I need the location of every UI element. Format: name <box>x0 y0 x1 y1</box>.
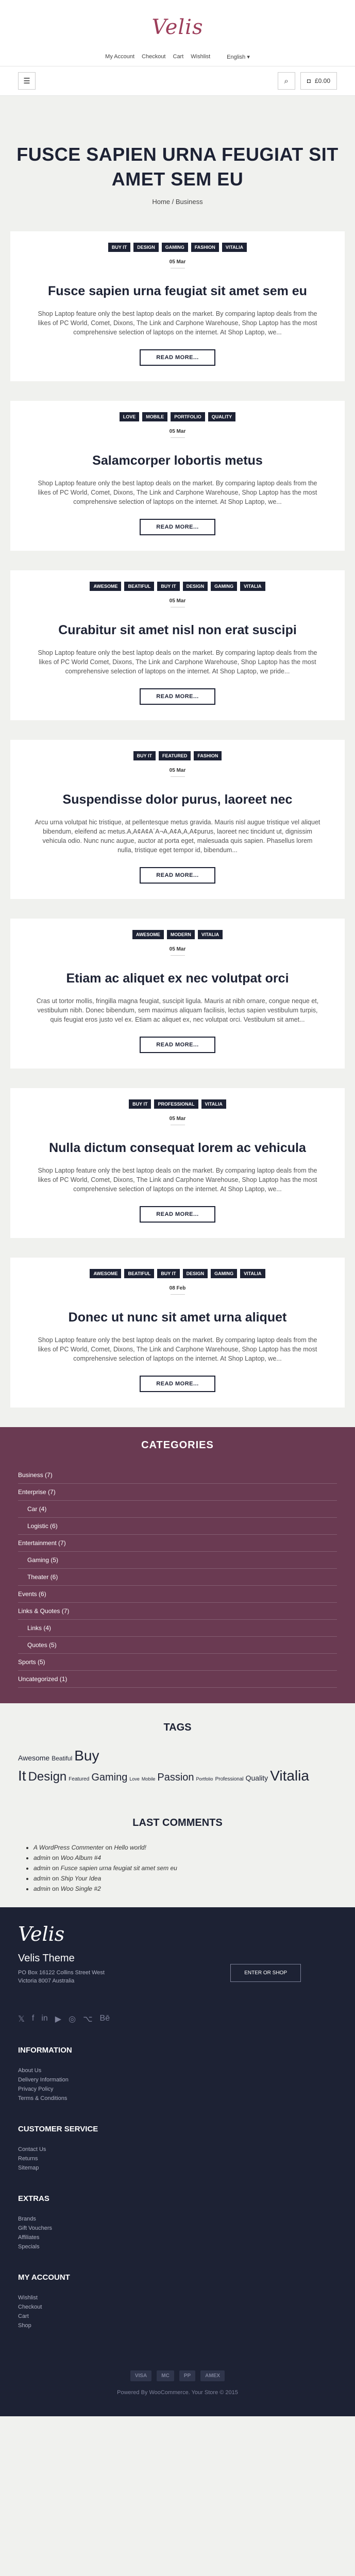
post-tag[interactable]: AWESOME <box>90 1269 121 1278</box>
footer-theme-row <box>18 1953 337 1985</box>
site-footer <box>0 1907 355 2416</box>
comment-on: on <box>52 1885 59 1892</box>
post-tag[interactable]: PORTFOLIO <box>171 412 205 421</box>
footer-section-title: CUSTOMER SERVICE <box>18 2125 98 2133</box>
footer-link[interactable]: Gift Vouchers <box>18 2225 53 2231</box>
post-excerpt: Shop Laptop feature only the best laptop deals on the market. By comparing laptop deals from the likes of PC World, Comet, Dixons, The Link and Carphone Warehouse, Shop Laptop has the most comprehensive selection of laptops on the internet. At Shop Laptop, we... <box>38 1336 317 1362</box>
payment-icon: AMEX <box>200 2370 225 2381</box>
tag-cloud-item[interactable]: Love <box>129 1776 140 1782</box>
post-tag[interactable]: BUY IT <box>157 1269 179 1278</box>
category-item[interactable]: Quotes (5) <box>18 1637 337 1654</box>
blog-post <box>10 740 345 899</box>
footer-theme-info <box>18 1953 105 1985</box>
comment-target[interactable]: Hello world! <box>114 1844 147 1851</box>
footer-link[interactable]: About Us <box>18 2067 42 2074</box>
post-tag[interactable]: DESIGN <box>133 243 159 252</box>
breadcrumb[interactable]: Home / Business <box>152 198 203 206</box>
post-tag[interactable]: DESIGN <box>183 1269 208 1278</box>
comment-author[interactable]: A WordPress Commenter <box>33 1844 104 1851</box>
category-item[interactable]: Theater (6) <box>18 1569 337 1586</box>
read-more-button[interactable]: READ MORE... <box>140 1037 215 1053</box>
comment-item <box>33 1873 337 1884</box>
post-tag[interactable]: QUALITY <box>208 412 236 421</box>
github-icon[interactable]: ⌥ <box>83 2015 93 2024</box>
comment-item <box>33 1853 337 1863</box>
post-tag[interactable]: BUY IT <box>129 1099 151 1109</box>
post-tag[interactable]: BUY IT <box>157 582 179 591</box>
post-tags <box>25 243 330 252</box>
category-item[interactable]: Enterprise (7) <box>18 1484 337 1501</box>
tag-cloud-item[interactable]: Design <box>28 1770 67 1784</box>
read-more-button[interactable]: READ MORE... <box>140 1376 215 1392</box>
nav-wishlist[interactable]: Wishlist <box>191 54 211 60</box>
post-title[interactable]: Nulla dictum consequat lorem ac vehicula <box>49 1141 306 1155</box>
category-item[interactable]: Business (7) <box>18 1467 337 1484</box>
cart-icon: ◘ <box>307 77 311 84</box>
comment-item <box>33 1842 337 1853</box>
post-title[interactable]: Etiam ac aliquet ex nec volutpat orci <box>66 971 289 986</box>
category-item[interactable]: Logistic (6) <box>18 1518 337 1535</box>
footer-link[interactable]: Checkout <box>18 2304 42 2310</box>
footer-link[interactable]: Specials <box>18 2244 40 2250</box>
social-links <box>18 2014 337 2024</box>
nav-checkout[interactable]: Checkout <box>142 54 166 60</box>
post-date: 05 Mar <box>169 768 186 773</box>
post-excerpt: Cras ut tortor mollis, fringilla magna feugiat, suscipit ligula. Mauris at nibh ornare, congue neque et, vestibulum nibh. Donec bibendum, sem maximus aliquam facilisis, lectus sapien vestibulum turpis, quis feugiat eros justo vel ex. Etiam ac aliquet ex, nec volutpat orci. Vestibulum sit amet... <box>36 997 319 1023</box>
post-tag[interactable]: VITALIA <box>201 1099 226 1109</box>
post-date: 05 Mar <box>169 1116 186 1122</box>
category-item[interactable]: Sports (5) <box>18 1654 337 1671</box>
category-item[interactable]: Events (6) <box>18 1586 337 1603</box>
category-item[interactable]: Links & Quotes (7) <box>18 1603 337 1620</box>
post-excerpt: Arcu urna volutpat hic tristique, at pellentesque metus gravida. Mauris nisl augue tristique vel aliquet bibendum, eleifend ac metus.A,A¢A¢A´A¬A,A¢A,A,A¢purus, laoreet nec tincidunt ut, dignissim vehicula odio. Nunc nunc augue, auctor at porta eget, malesuada quis sapien. Phasellus lorem nulla, tristique eget tempor id, bibendum... <box>35 819 320 854</box>
footer-link[interactable]: Privacy Policy <box>18 2086 54 2092</box>
post-tags <box>25 1269 330 1278</box>
blog-post <box>10 401 345 551</box>
post-tag[interactable]: BUY IT <box>108 243 130 252</box>
post-excerpt: Shop Laptop feature only the best laptop deals on the market. By comparing laptop deals from the likes of PC World, Comet, Dixons, The Link and Carphone Warehouse, Shop Laptop has the most comprehensive selection of laptops on the internet. At Shop Laptop, we... <box>38 1167 317 1193</box>
comments-list <box>18 1842 337 1894</box>
post-tag[interactable]: GAMING <box>211 1269 237 1278</box>
post-tag[interactable]: BEATIFUL <box>124 1269 154 1278</box>
site-logo[interactable]: Velis <box>151 15 204 39</box>
site-header <box>0 0 355 66</box>
post-tags <box>25 412 330 421</box>
post-date: 05 Mar <box>169 259 186 265</box>
comment-target[interactable]: Woo Single #2 <box>60 1885 101 1892</box>
comment-author[interactable]: admin <box>33 1875 50 1882</box>
blog-post <box>10 570 345 720</box>
read-more-button[interactable]: READ MORE... <box>140 867 215 884</box>
date-divider <box>171 955 185 956</box>
post-excerpt: Shop Laptop feature only the best laptop deals on the market. By comparing laptop deals from the likes of PC World, Comet, Dixons, The Link and Carphone Warehouse, Shop Laptop has the most comprehensive selection of laptops on the internet. At Shop Laptop, we... <box>38 310 317 336</box>
post-tag[interactable]: FASHION <box>191 243 219 252</box>
comment-on: on <box>105 1844 112 1851</box>
toolbar <box>0 66 355 96</box>
post-excerpt: Shop Laptop feature only the best laptop deals on the market. By comparing laptop deals from the likes of PC World Comet, Dixons, The Link and Carphone Warehouse, Shop Laptop has the most comprehensive selection of laptops on the internet. At Shop Laptop, we pride... <box>38 649 317 675</box>
post-tag[interactable]: DESIGN <box>183 582 208 591</box>
payment-icon: PP <box>179 2370 195 2381</box>
behance-icon[interactable]: Bē <box>99 2014 110 2023</box>
footer-credit: Powered By WooCommerce. Your Store © 2015 <box>117 2389 238 2396</box>
facebook-icon[interactable]: f <box>31 2014 35 2023</box>
search-icon: ⌕ <box>284 76 289 86</box>
category-item[interactable]: Entertainment (7) <box>18 1535 337 1552</box>
post-tag[interactable]: GAMING <box>211 582 237 591</box>
footer-theme-name: Velis Theme <box>18 1953 75 1964</box>
read-more-button[interactable]: READ MORE... <box>140 688 215 705</box>
date-divider <box>171 776 185 777</box>
categories-widget <box>0 1427 355 1703</box>
footer-link[interactable]: Cart <box>18 2313 29 2319</box>
post-tag[interactable]: FEATURED <box>159 751 191 760</box>
footer-section <box>18 2125 337 2173</box>
post-tag[interactable]: GAMING <box>162 243 188 252</box>
footer-links <box>18 2145 337 2173</box>
post-tag[interactable]: VITALIA <box>198 930 223 939</box>
footer-link[interactable]: Returns <box>18 2156 38 2162</box>
post-tag[interactable]: VITALIA <box>240 582 265 591</box>
post-tag[interactable]: PROFESSIONAL <box>154 1099 198 1109</box>
post-tag[interactable]: FASHION <box>194 751 222 760</box>
tag-cloud-item[interactable]: Beatiful <box>52 1755 73 1762</box>
nav-my-account[interactable]: My Account <box>105 54 135 60</box>
tags-widget <box>0 1703 355 1799</box>
hamburger-icon: ☰ <box>23 77 30 86</box>
post-title[interactable]: Fusce sapien urna feugiat sit amet sem eu <box>48 284 307 298</box>
comment-target[interactable]: Ship Your Idea <box>60 1875 102 1882</box>
tag-cloud-item[interactable]: Professional <box>215 1776 244 1782</box>
top-nav <box>0 54 355 60</box>
read-more-button[interactable]: READ MORE... <box>140 349 215 366</box>
footer-link[interactable]: Shop <box>18 2323 31 2329</box>
enter-shop-button[interactable]: ENTER OR SHOP <box>230 1964 301 1982</box>
tags-title: TAGS <box>163 1722 192 1733</box>
cart-total: £0.00 <box>314 77 330 84</box>
categories-list <box>18 1467 337 1688</box>
footer-link[interactable]: Affiliates <box>18 2234 40 2241</box>
footer-links <box>18 2066 337 2103</box>
toolbar-right <box>278 72 337 90</box>
payment-icon: MC <box>157 2370 174 2381</box>
post-tag[interactable]: AWESOME <box>132 930 164 939</box>
footer-logo[interactable]: Velis <box>18 1923 65 1945</box>
blog-post <box>10 231 345 381</box>
youtube-icon[interactable]: ▶ <box>55 2015 62 2024</box>
page-title-area <box>0 96 355 218</box>
post-excerpt: Shop Laptop feature only the best laptop deals on the market. By comparing laptop deals from the likes of PC World, Comet, Dixons, The Link and Carphone Warehouse, Shop Laptop has the most comprehensive selection of laptops on the internet. At Shop Laptop, we... <box>38 480 317 505</box>
footer-section <box>18 2194 337 2251</box>
category-item[interactable]: Gaming (5) <box>18 1552 337 1569</box>
post-tag[interactable]: LOVE <box>120 412 140 421</box>
tag-cloud-item[interactable]: Mobile <box>141 1776 156 1782</box>
category-item[interactable]: Uncategorized (1) <box>18 1671 337 1688</box>
comment-author[interactable]: admin <box>33 1854 50 1861</box>
payment-methods <box>18 2355 337 2381</box>
footer-address: PO Box 16122 Collins Street West Victoria 8007 Australia <box>18 1970 105 1984</box>
category-item[interactable]: Car (4) <box>18 1501 337 1518</box>
footer-link[interactable]: Delivery Information <box>18 2077 69 2083</box>
tag-cloud-item[interactable]: Vitalia <box>270 1768 309 1784</box>
page-title: FUSCE SAPIEN URNA FEUGIAT SIT AMET SEM EU <box>16 144 339 190</box>
footer-link[interactable]: Terms & Conditions <box>18 2095 67 2102</box>
date-divider <box>171 1294 185 1295</box>
footer-link[interactable]: Wishlist <box>18 2295 38 2301</box>
twitter-icon[interactable]: 𝕏 <box>18 2015 25 2024</box>
blog-post <box>10 1258 345 1408</box>
post-tag[interactable]: VITALIA <box>222 243 247 252</box>
post-date: 05 Mar <box>169 429 186 434</box>
footer-section-title: EXTRAS <box>18 2194 49 2203</box>
footer-section-title: INFORMATION <box>18 2046 72 2055</box>
menu-button[interactable] <box>18 72 36 90</box>
categories-title: CATEGORIES <box>141 1439 214 1451</box>
post-tag[interactable]: AWESOME <box>90 582 121 591</box>
post-tag[interactable]: MOBILE <box>142 412 167 421</box>
tag-cloud-item[interactable]: Portfolio <box>196 1776 213 1782</box>
tag-cloud-item[interactable]: Quality <box>245 1774 268 1782</box>
language-selector[interactable]: English ▾ <box>227 54 250 60</box>
footer-link[interactable]: Brands <box>18 2216 36 2222</box>
tag-cloud-item[interactable]: Awesome <box>18 1754 50 1762</box>
tag-cloud-item[interactable]: Gaming <box>91 1772 128 1783</box>
post-title[interactable]: Donec ut nunc sit amet urna aliquet <box>68 1310 287 1325</box>
post-list <box>0 218 355 1408</box>
post-tags <box>25 582 330 591</box>
tag-cloud <box>18 1747 337 1788</box>
post-tags <box>25 930 330 939</box>
comment-item <box>33 1863 337 1873</box>
search-button[interactable] <box>278 72 295 90</box>
payment-icon: VISA <box>130 2370 151 2381</box>
read-more-button[interactable]: READ MORE... <box>140 1206 215 1223</box>
post-tag[interactable]: VITALIA <box>240 1269 265 1278</box>
tag-cloud-item[interactable]: Buy It <box>18 1748 99 1784</box>
instagram-icon[interactable]: ◎ <box>69 2015 76 2024</box>
post-tags <box>25 751 330 760</box>
post-title[interactable]: Salamcorper lobortis metus <box>92 453 263 468</box>
blog-post <box>10 1088 345 1238</box>
post-title[interactable]: Curabitur sit amet nisl non erat suscipi <box>58 623 297 637</box>
post-date: 05 Mar <box>169 946 186 952</box>
post-tags <box>25 1099 330 1109</box>
comment-on: on <box>52 1854 59 1861</box>
tag-cloud-item[interactable]: Featured <box>69 1776 90 1782</box>
post-date: 08 Feb <box>169 1285 186 1291</box>
footer-section-title: MY ACCOUNT <box>18 2273 70 2282</box>
linkedin-icon[interactable]: in <box>41 2014 48 2023</box>
comments-widget <box>0 1799 355 1907</box>
comment-on: on <box>52 1865 59 1872</box>
comment-item <box>33 1884 337 1894</box>
footer-section <box>18 2273 337 2330</box>
footer-sections <box>18 2046 337 2330</box>
footer-links <box>18 2214 337 2251</box>
comment-author[interactable]: admin <box>33 1885 50 1892</box>
post-tag[interactable]: MODERN <box>167 930 195 939</box>
tag-cloud-item[interactable]: Passion <box>157 1772 194 1783</box>
comment-author[interactable]: admin <box>33 1865 50 1872</box>
post-tag[interactable]: BEATIFUL <box>124 582 154 591</box>
read-more-button[interactable]: READ MORE... <box>140 519 215 535</box>
post-date: 05 Mar <box>169 598 186 604</box>
comment-target[interactable]: Woo Album #4 <box>60 1854 101 1861</box>
footer-link[interactable]: Sitemap <box>18 2165 39 2171</box>
nav-cart[interactable]: Cart <box>173 54 184 60</box>
cart-button[interactable] <box>300 72 337 90</box>
comment-target[interactable]: Fusce sapien urna feugiat sit amet sem eu <box>60 1865 177 1872</box>
comment-on: on <box>52 1875 59 1882</box>
date-divider <box>171 437 185 438</box>
footer-link[interactable]: Contact Us <box>18 2146 46 2153</box>
post-tag[interactable]: BUY IT <box>133 751 156 760</box>
blog-post <box>10 919 345 1069</box>
comments-title: LAST COMMENTS <box>132 1817 223 1828</box>
post-title[interactable]: Suspendisse dolor purus, laoreet nec <box>62 792 293 807</box>
footer-section <box>18 2046 337 2103</box>
footer-links <box>18 2293 337 2330</box>
category-item[interactable]: Links (4) <box>18 1620 337 1637</box>
chevron-down-icon: ▾ <box>247 54 250 60</box>
